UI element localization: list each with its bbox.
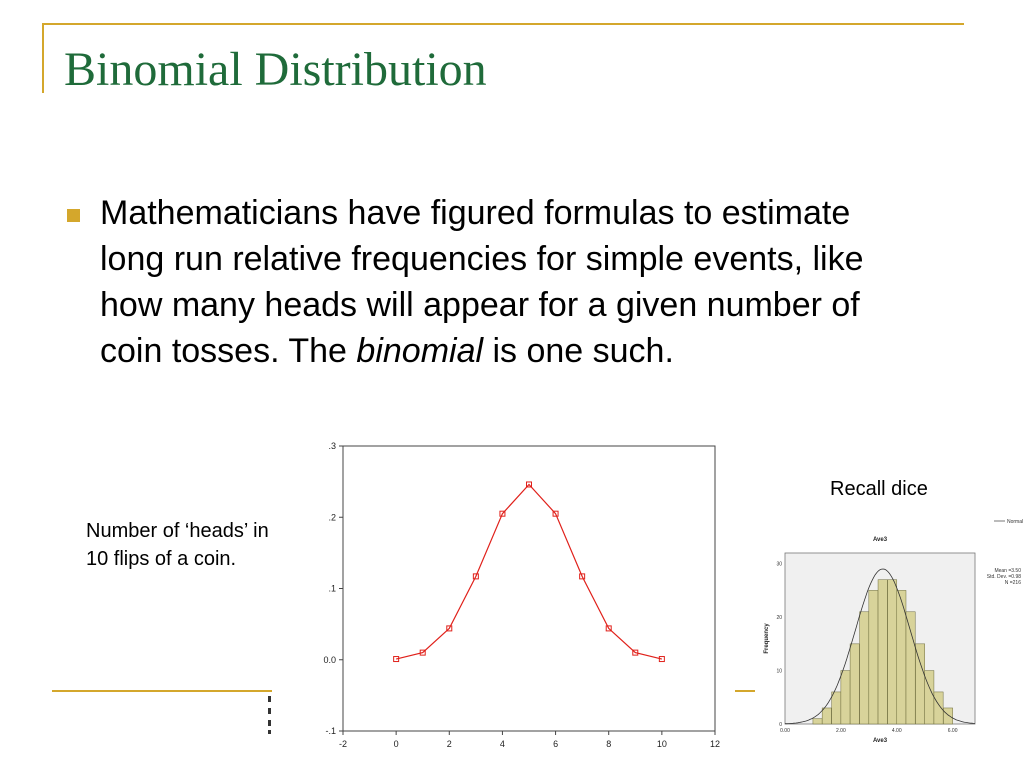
x-tick-label: 0 bbox=[393, 739, 399, 749]
histogram-stats-line: Mean =3.50 bbox=[994, 568, 1021, 574]
bullet-text-italic: binomial bbox=[356, 332, 484, 370]
histogram-stats-line: N =216 bbox=[1004, 580, 1021, 586]
y-tick-label: .2 bbox=[328, 512, 336, 523]
histogram-y-tick-label: 10 bbox=[776, 668, 782, 675]
bullet-section bbox=[64, 190, 904, 428]
x-tick-label: 12 bbox=[709, 739, 721, 749]
partial-tick-marks bbox=[268, 696, 274, 736]
dice-caption: Recall dice bbox=[830, 478, 928, 500]
y-tick-label: .3 bbox=[328, 441, 336, 451]
x-tick-label: -2 bbox=[338, 739, 348, 749]
x-tick-label: 6 bbox=[553, 739, 559, 749]
y-tick-label: -.1 bbox=[325, 726, 336, 736]
histogram-y-tick-label: 0 bbox=[779, 722, 782, 728]
histogram-title: Ave3 bbox=[872, 537, 888, 543]
histogram-bar bbox=[813, 719, 822, 724]
x-tick-label: 2 bbox=[446, 739, 452, 749]
histogram-x-tick-label: 0.00 bbox=[780, 728, 790, 734]
slide-title: Binomial Distribution bbox=[64, 43, 487, 96]
histogram-bar bbox=[850, 644, 859, 724]
left-accent-rule bbox=[42, 23, 44, 93]
bullet-text-start: Mathematicians have figured formulas to estimate long run relative frequencies for simple events, like how many heads will appear for a given number of coin tosses. The bbox=[100, 194, 864, 370]
histogram-stats-line: Std. Dev. =0.98 bbox=[986, 574, 1021, 580]
plot-frame bbox=[343, 446, 715, 731]
histogram-bar bbox=[888, 580, 897, 724]
histogram-y-tick-label: 20 bbox=[776, 615, 782, 622]
histogram-y-tick-label: 30 bbox=[776, 561, 782, 568]
top-accent-rule bbox=[42, 23, 964, 25]
bullet-text-end: is one such. bbox=[483, 332, 674, 370]
y-tick-label: .1 bbox=[328, 583, 336, 594]
square-bullet-icon bbox=[67, 209, 80, 222]
histogram-bar bbox=[906, 612, 915, 724]
histogram-bar bbox=[934, 692, 943, 724]
histogram-x-tick-label: 6.00 bbox=[947, 728, 958, 734]
histogram-bar bbox=[822, 708, 831, 724]
histogram-bar bbox=[943, 708, 952, 724]
x-tick-label: 10 bbox=[656, 739, 667, 749]
histogram-bar bbox=[832, 692, 841, 724]
bullet-text bbox=[100, 190, 900, 374]
binomial-line-chart bbox=[300, 438, 730, 754]
histogram-x-tick-label: 4.00 bbox=[891, 728, 902, 734]
histogram-bar bbox=[841, 671, 850, 724]
heads-caption: Number of ‘heads’ in 10 flips of a coin. bbox=[86, 520, 269, 570]
footer-rule-left bbox=[52, 690, 272, 692]
dice-average-histogram bbox=[755, 512, 1024, 750]
histogram-x-label: Ave3 bbox=[872, 738, 888, 744]
legend-normal-label: Normal bbox=[1007, 519, 1024, 525]
histogram-x-tick-label: 2.00 bbox=[836, 728, 846, 734]
footer-rule-right bbox=[735, 690, 755, 692]
histogram-bar bbox=[878, 580, 887, 724]
x-tick-label: 4 bbox=[499, 739, 505, 749]
y-tick-label: 0.0 bbox=[323, 654, 336, 665]
x-tick-label: 8 bbox=[606, 739, 612, 749]
histogram-bar bbox=[860, 612, 869, 724]
histogram-bar bbox=[915, 644, 924, 724]
histogram-bar bbox=[869, 590, 878, 724]
histogram-y-label: Frequency bbox=[764, 623, 770, 654]
